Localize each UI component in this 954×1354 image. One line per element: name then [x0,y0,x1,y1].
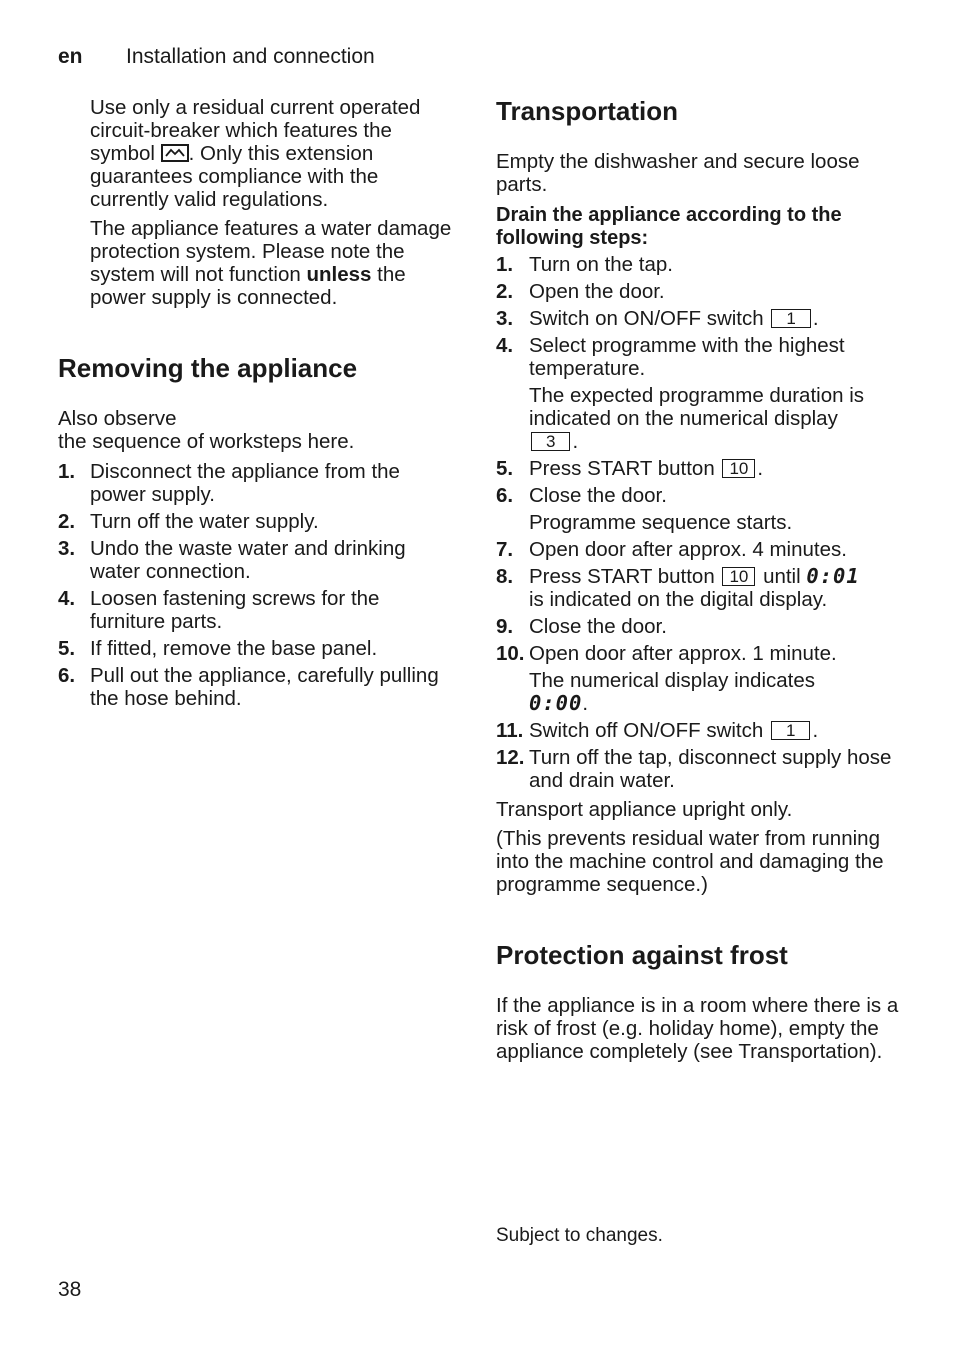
list-item: 6. Close the door. Programme sequence starts. [496,484,793,534]
drain-steps-list [496,253,906,792]
observe-line-2: the sequence of worksteps here. [58,430,355,453]
display-readout-000: 0:00 [529,691,583,715]
heading-removing: Removing the appliance [58,353,358,383]
start-button-number-box: 10 [722,567,755,586]
list-item: 1. Disconnect the appliance from the power supply. [58,460,400,506]
list-item: 2. Open the door. [496,280,665,303]
list-item: 5. Press START button 10 . [496,457,764,480]
list-item: 12. Turn off the tap, disconnect supply hose and drain water. [496,746,892,792]
upright-paragraph: Transport appliance upright only. [496,798,793,821]
list-item: 2. Turn off the water supply. [58,510,319,533]
removing-steps-list [58,460,458,710]
empty-paragraph: Empty the dishwasher and secure loose parts. [496,150,860,196]
heading-transportation: Transportation [496,96,679,126]
list-item: 5. If fitted, remove the base panel. [58,637,378,660]
display-number-box: 3 [531,432,570,451]
drain-lead: Drain the appliance according to the following steps: [496,204,842,249]
list-item: 1. Turn on the tap. [496,253,673,276]
list-item: 6. Pull out the appliance, carefully pulling the hose behind. [58,664,439,710]
display-readout-001: 0:01 [806,564,860,588]
running-header [58,45,375,69]
section-title: Installation and connection [126,45,375,68]
list-item: 7. Open door after approx. 4 minutes. [496,538,847,561]
subject-to-changes: Subject to changes. [496,1225,663,1246]
list-item: 8. Press START button 10 until 0:01 is indicated on the digital display. [496,564,860,611]
water-protection-paragraph: The appliance features a water damage protection system. Please note the system will not function unless the power supply is connected. [90,217,452,309]
page-number: 38 [58,1278,82,1301]
list-item: 3. Switch on ON/OFF switch 1 . [496,307,819,330]
list-item: 4. Loosen fastening screws for the furniture parts. [58,587,380,633]
language-code: en [58,45,83,68]
rcd-symbol-icon [161,144,189,162]
start-button-number-box: 10 [722,459,755,478]
left-column [58,96,458,714]
switch-number-box: 1 [771,721,810,740]
heading-frost: Protection against frost [496,940,788,970]
list-item: 10. Open door after approx. 1 minute. The numerical display indicates 0:00. [496,642,837,715]
switch-number-box: 1 [771,309,810,328]
list-item: 4. Select programme with the highest temperature. The expected programme duration is indicated on the numerical display 3 . [496,334,865,453]
frost-paragraph: If the appliance is in a room where there is a risk of frost (e.g. holiday home), empty the appliance completely (see Transportation). [496,994,899,1063]
right-column [496,96,906,1063]
rcd-paragraph: Use only a residual current operated circuit-breaker which features the symbol . Only this extension guarantees compliance with the currently valid regulations. [90,96,421,211]
list-item: 11. Switch off ON/OFF switch 1 . [496,719,819,742]
prevents-paragraph: (This prevents residual water from running into the machine control and damaging the programme sequence.) [496,827,884,896]
list-item: 3. Undo the waste water and drinking water connection. [58,537,406,583]
list-item: 9. Close the door. [496,615,667,638]
observe-line-1: Also observe [58,407,177,430]
